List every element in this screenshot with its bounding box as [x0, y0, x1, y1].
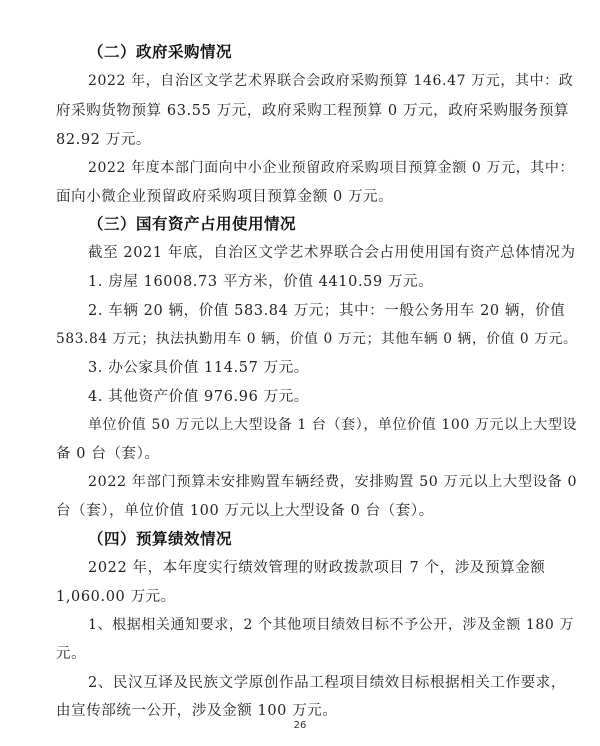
section-heading-procurement: （二）政府采购情况	[88, 42, 233, 61]
paragraph-line: 面向小微企业预留政府采购项目预算金额 0 万元。	[56, 189, 394, 205]
section-heading-performance: （四）预算绩效情况	[88, 529, 233, 548]
page-number: 26	[293, 720, 307, 731]
paragraph-line: 1、根据相关通知要求，2 个其他项目绩效目标不予公开，涉及金额 180 万	[88, 617, 575, 633]
paragraph-line: 3. 办公家具价值 114.57 万元。	[88, 360, 309, 376]
paragraph-line: 583.84 万元；执法执勤用车 0 辆，价值 0 万元；其他车辆 0 辆，价值 0 万元。	[56, 331, 578, 347]
paragraph-line: 由宣传部统一公开，涉及金额 100 万元。	[56, 703, 338, 719]
paragraph-line: 备 0 台（套）。	[56, 446, 160, 462]
paragraph-line: 2022 年，自治区文学艺术界联合会政府采购预算 146.47 万元，其中：政	[88, 73, 574, 89]
paragraph-line: 1. 房屋 16008.73 平方米，价值 4410.59 万元。	[88, 274, 434, 290]
paragraph-line: 2022 年度本部门面向中小企业预留政府采购项目预算金额 0 万元，其中：	[88, 160, 575, 176]
paragraph-line: 府采购货物预算 63.55 万元，政府采购工程预算 0 万元，政府采购服务预算	[56, 103, 570, 119]
paragraph-line: 截至 2021 年底，自治区文学艺术界联合会占用使用国有资产总体情况为	[88, 245, 576, 261]
paragraph-line: 2、民汉互译及民族文学原创作品工程项目绩效目标根据相关工作要求，	[88, 675, 566, 691]
paragraph-line: 元。	[56, 646, 87, 662]
paragraph-line: 2022 年部门预算未安排购置车辆经费，安排购置 50 万元以上大型设备 0	[88, 474, 578, 490]
paragraph-line: 台（套），单位价值 100 万元以上大型设备 0 台（套）。	[56, 503, 434, 519]
paragraph-line: 单位价值 50 万元以上大型设备 1 台（套），单位价值 100 万元以上大型设	[88, 417, 578, 433]
paragraph-line: 4. 其他资产价值 976.96 万元。	[88, 389, 309, 405]
paragraph-line: 82.92 万元。	[56, 132, 152, 148]
paragraph-line: 2. 车辆 20 辆，价值 583.84 万元；其中：一般公务用车 20 辆，价值	[88, 303, 566, 319]
paragraph-line: 1,060.00 万元。	[56, 589, 176, 605]
section-heading-assets: （三）国有资产占用使用情况	[88, 214, 297, 233]
paragraph-line: 2022 年，本年度实行绩效管理的财政拨款项目 7 个，涉及预算金额	[88, 560, 546, 576]
